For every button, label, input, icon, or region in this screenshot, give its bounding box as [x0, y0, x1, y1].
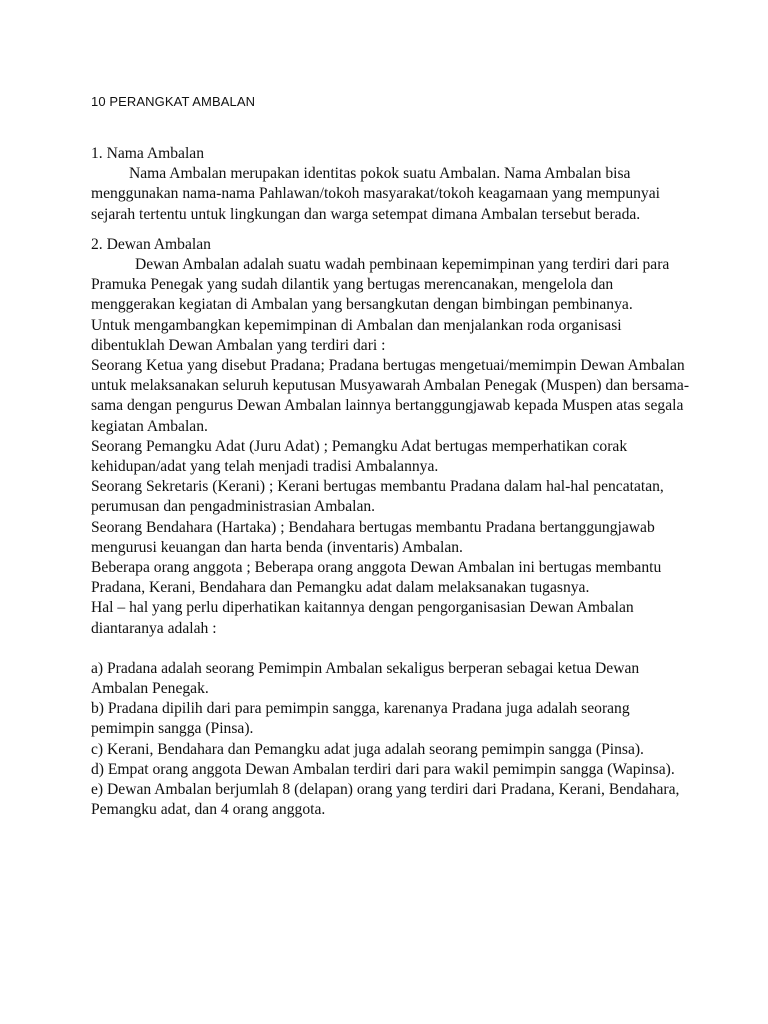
- role-item-ketua: Seorang Ketua yang disebut Pradana; Pradana bertugas mengetuai/memimpin Dewan Ambalan untuk melaksanakan seluruh keputusan Musyawarah Ambalan Penegak (Muspen) dan bersama-sama dengan pengurus Dewan Ambalan lainnya bertanggungjawab kepada Muspen atas segala kegiatan Ambalan.: [91, 357, 690, 435]
- document-body: [91, 144, 691, 821]
- section-2-intro: Dewan Ambalan adalah suatu wadah pembinaan kepemimpinan yang terdiri dari para Pramuka Penegak yang sudah dilantik yang bertugas merencanakan, mengelola dan menggerakan kegiatan di Ambalan yang bersangkutan dengan bimbingan pembinanya.: [91, 256, 670, 314]
- note-item-e: e) Dewan Ambalan berjumlah 8 (delapan) orang yang terdiri dari Pradana, Kerani, Bendahara, Pemangku adat, dan 4 orang anggota.: [91, 781, 680, 819]
- note-item-b: b) Pradana dipilih dari para pemimpin sangga, karenanya Pradana juga adalah seorang pemimpin sangga (Pinsa).: [91, 700, 630, 738]
- role-item-bendahara: Seorang Bendahara (Hartaka) ; Bendahara bertugas membantu Pradana bertanggungjawab mengurusi keuangan dan harta benda (inventaris) Ambalan.: [91, 518, 655, 556]
- section-2-paragraph-1: Untuk mengambangkan kepemimpinan di Ambalan dan menjalankan roda organisasi dibentuklah Dewan Ambalan yang terdiri dari :: [91, 316, 622, 354]
- note-item-c: c) Kerani, Bendahara dan Pemangku adat juga adalah seorang pemimpin sangga (Pinsa).: [91, 740, 644, 758]
- role-item-pemangku-adat: Seorang Pemangku Adat (Juru Adat) ; Pemangku Adat bertugas memperhatikan corak kehidupan/adat yang telah menjadi tradisi Ambalannya.: [91, 437, 628, 476]
- role-item-sekretaris: Seorang Sekretaris (Kerani) ; Kerani bertugas membantu Pradana dalam hal-hal pencatatan, perumusan dan pengadministrasian Ambalan.: [91, 478, 664, 516]
- note-item-a: a) Pradana adalah seorang Pemimpin Ambalan sekaligus berperan sebagai ketua Dewan Ambalan Penegak.: [91, 659, 640, 698]
- section-1-body: Nama Ambalan merupakan identitas pokok suatu Ambalan. Nama Ambalan bisa menggunakan nama-nama Pahlawan/tokoh masyarakat/tokoh keagamaan yang mempunyai sejarah tertentu untuk lingkungan dan warga setempat dimana Ambalan tersebut berada.: [91, 165, 660, 223]
- note-item-d: d) Empat orang anggota Dewan Ambalan terdiri dari para wakil pemimpin sangga (Wapinsa).: [91, 760, 675, 778]
- section-2-paragraph-2: Hal – hal yang perlu diperhatikan kaitannya dengan pengorganisasian Dewan Ambalan diantaranya adalah :: [91, 599, 634, 637]
- section-2-heading: 2. Dewan Ambalan: [91, 235, 211, 253]
- section-1-heading: 1. Nama Ambalan: [91, 145, 205, 162]
- role-item-anggota: Beberapa orang anggota ; Beberapa orang anggota Dewan Ambalan ini bertugas membantu Pradana, Kerani, Bendahara dan Pemangku adat dalam melaksanakan tugasnya.: [91, 559, 662, 597]
- document-title: 10 PERANGKAT AMBALAN: [91, 94, 256, 109]
